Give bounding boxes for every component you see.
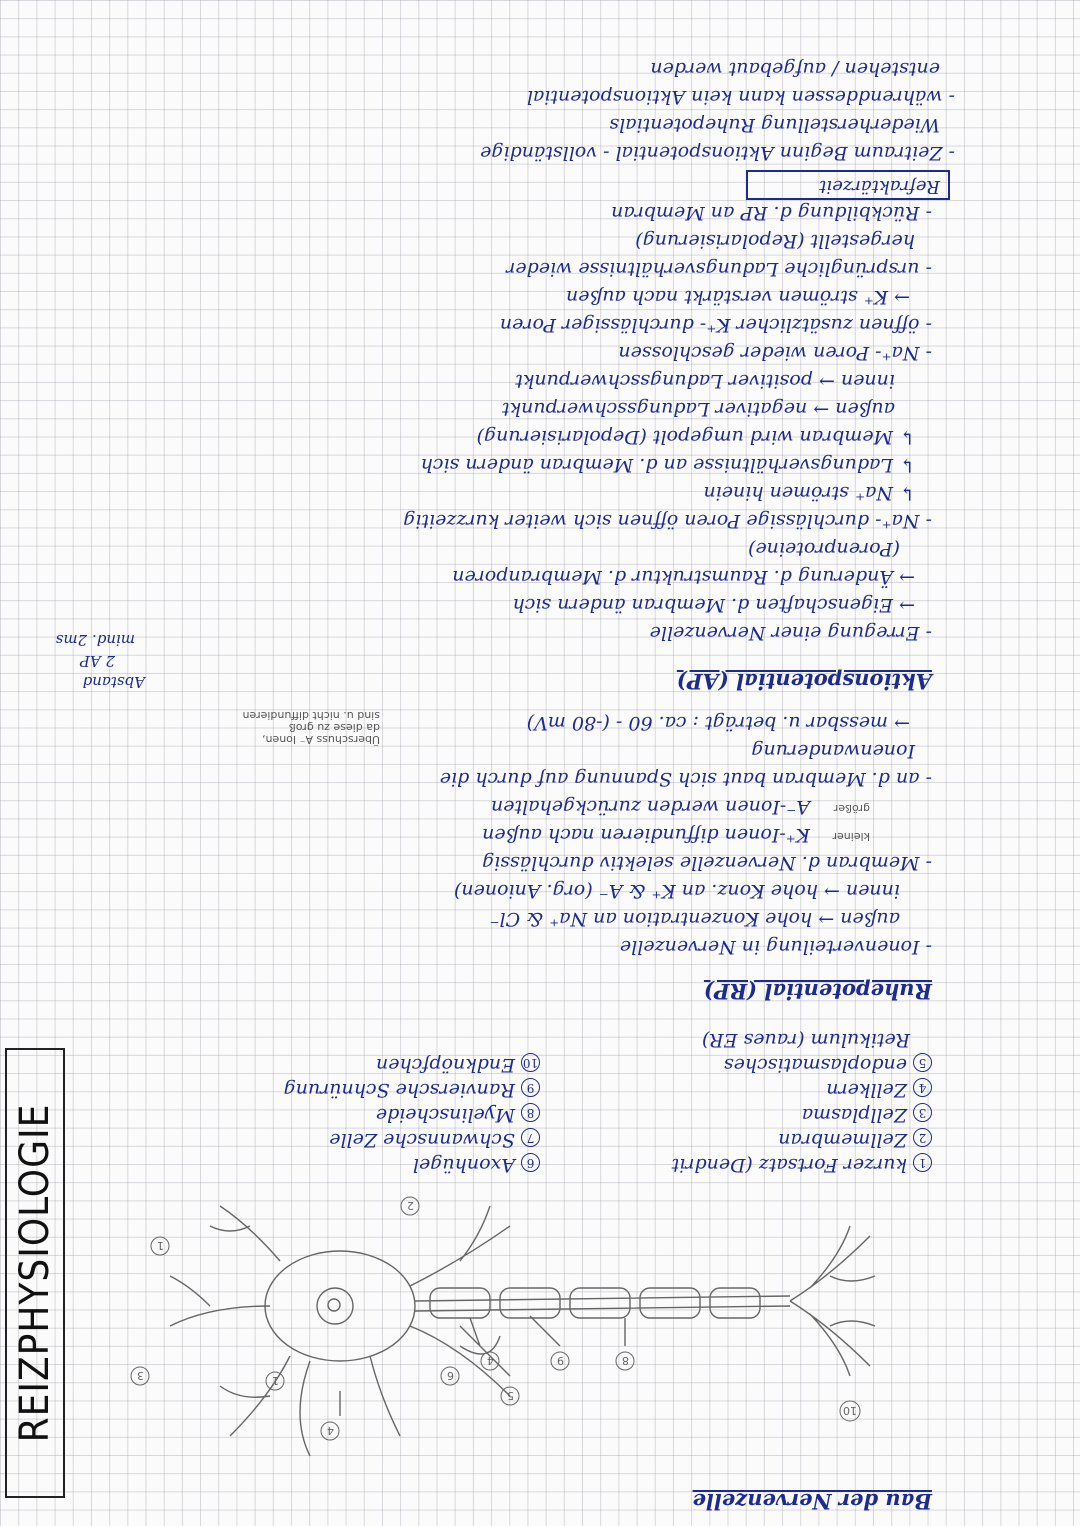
legend-item: 6Axonhügel bbox=[413, 1153, 540, 1176]
svg-text:9: 9 bbox=[557, 1354, 564, 1367]
svg-text:4: 4 bbox=[327, 1424, 334, 1437]
legend-item: 9Ranviersche Schnürung bbox=[284, 1078, 540, 1101]
ap-line: - ursprüngliche Ladungsverhältnisse wieder bbox=[506, 258, 932, 280]
ap-line: ↳ Ladungsverhältnisse an d. Membran ändern sich bbox=[420, 454, 915, 476]
rp-line: K⁺-Ionen diffundieren nach außen bbox=[482, 824, 810, 846]
legend-item: 7Schwannsche Zelle bbox=[329, 1128, 540, 1151]
legend-item: 5endoplasmatisches bbox=[724, 1053, 932, 1076]
ap-line: - Na⁺- Poren wieder geschlossen bbox=[618, 342, 932, 364]
svg-text:5: 5 bbox=[507, 1389, 514, 1402]
refraktar-line: - Zeitraum Beginn Aktionspotential - vollständige bbox=[480, 142, 955, 164]
refraktar-line: entstehen / aufgebaut werden bbox=[650, 58, 940, 80]
svg-text:4: 4 bbox=[487, 1354, 494, 1367]
rp-line: → messbar u. beträgt : ca. 60 - (-80 mV) bbox=[526, 712, 910, 734]
ap-line: → Eigenschaften d. Membran ändern sich bbox=[512, 594, 915, 616]
rp-line: - an d. Membran baut sich Spannung auf durch die bbox=[439, 768, 932, 790]
rp-note: größer bbox=[833, 802, 870, 815]
rp-line: A⁻-Ionen werden zurückgehalten bbox=[490, 796, 810, 818]
ap-line: ↳ Na⁺ strömen hinein bbox=[703, 482, 915, 504]
svg-text:1: 1 bbox=[157, 1239, 164, 1252]
heading-refraktar: Refraktärzeit bbox=[819, 176, 940, 197]
ap-side-note: mind. 2ms bbox=[55, 631, 135, 649]
rp-line: innen → hohe Konz. an K⁺ & A⁻ (org. Anionen) bbox=[453, 880, 900, 902]
legend-item: 8Myelinscheide bbox=[376, 1103, 540, 1126]
heading-rp: Ruhepotential (RP) bbox=[703, 979, 932, 1004]
legend-item: 4Zellkern bbox=[826, 1078, 932, 1101]
ap-side-note: 2 AP bbox=[79, 652, 115, 670]
svg-text:1: 1 bbox=[272, 1374, 279, 1387]
rp-line: - Membran d. Nervenzelle selektiv durchlässig bbox=[482, 852, 932, 874]
heading-bau: Bau der Nervenzelle bbox=[692, 1489, 932, 1514]
ap-line: → Änderung d. Raumstruktur d. Membranporen bbox=[452, 566, 915, 588]
ap-line: hergestellt (Repolarisierung) bbox=[635, 230, 915, 252]
legend-item: 1kurzer Fortsatz (Dendrit bbox=[672, 1153, 932, 1176]
rp-side-note: sind u. nicht diffundieren bbox=[242, 709, 380, 722]
legend-item: 2Zellmembran bbox=[778, 1128, 932, 1151]
svg-text:3: 3 bbox=[137, 1369, 144, 1382]
rp-line: Ionenwanderung bbox=[751, 740, 915, 762]
rp-side-note: da diese zu groß bbox=[288, 721, 380, 734]
rp-side-note: Überschuss A⁻ Ionen, bbox=[261, 733, 380, 746]
ap-line: → K⁺ strömen verstärkt nach außen bbox=[566, 286, 910, 308]
nucleus bbox=[317, 1288, 353, 1324]
rp-note: kleiner bbox=[832, 830, 870, 843]
ap-line: innen → positiver Ladungsschwerpunkt bbox=[515, 370, 895, 392]
ap-side-note: Abstand bbox=[82, 673, 145, 691]
svg-text:6: 6 bbox=[447, 1369, 454, 1382]
ap-line: (Porenproteine) bbox=[748, 538, 900, 560]
legend-item: 3Zellplasma bbox=[802, 1103, 932, 1126]
ap-line: ↳ Membran wird umgepolt (Depolarisierung) bbox=[476, 426, 915, 448]
svg-text:10: 10 bbox=[843, 1404, 857, 1417]
ap-line: außen → negativer Ladungsschwerpunkt bbox=[501, 398, 895, 420]
ap-line: - Erregung einer Nervenzelle bbox=[649, 622, 932, 644]
rp-line: außen → hohe Konzentration an Na⁺ & Cl⁻ bbox=[489, 908, 900, 930]
ap-line: - Rückbildung d. RP an Membran bbox=[611, 202, 932, 224]
svg-text:8: 8 bbox=[622, 1354, 629, 1367]
page-title: REIZPHYSIOLOGIE bbox=[12, 1103, 58, 1443]
neuron-diagram bbox=[130, 1176, 930, 1476]
heading-ap: Aktionspotential (AP) bbox=[676, 669, 932, 694]
svg-text:2: 2 bbox=[407, 1199, 414, 1212]
ap-line: - öffnen zusätzlicher K⁺- durchlässiger Poren bbox=[499, 314, 932, 336]
legend-item: Retikulum (raues ER) bbox=[701, 1029, 910, 1051]
legend-item: 10Endknöpfchen bbox=[375, 1054, 539, 1076]
rp-line: - Ionenverteilung in Nervenzelle bbox=[619, 936, 932, 958]
refraktar-line: - währenddessen kann kein Aktionspotential bbox=[526, 86, 955, 108]
ap-line: - Na⁺- durchlässige Poren öffnen sich weiter kurzzeitig bbox=[403, 510, 932, 532]
refraktar-line: Wiederherstellung Ruhepotentials bbox=[609, 114, 940, 136]
